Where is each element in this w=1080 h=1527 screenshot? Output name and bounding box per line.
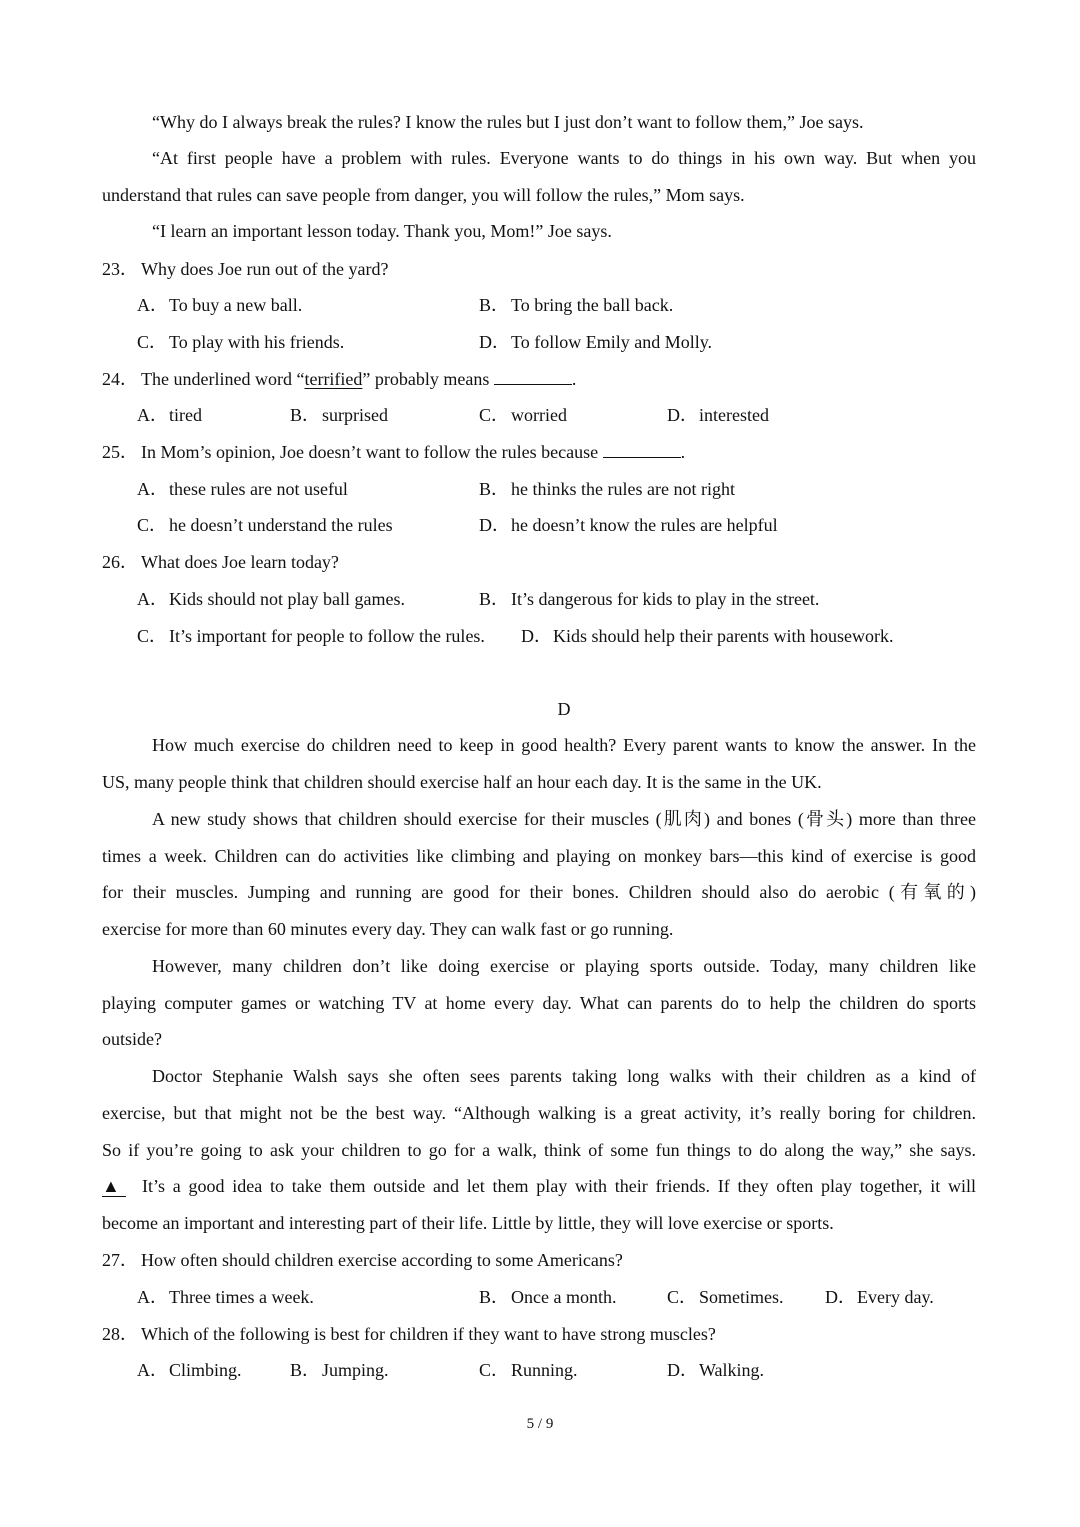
options-row [0, 512, 1080, 538]
question-number: 26． [102, 552, 138, 572]
paragraph-text: US, many people think that children should exercise half an hour each day. It is the same in the UK. [102, 772, 822, 792]
paragraph-text: A new study shows that children should exercise for their muscles (肌肉) and bones (骨头) more than three [152, 809, 976, 829]
option-text: Every day. [857, 1287, 934, 1307]
option-letter: C． [137, 515, 168, 535]
option-text: It’s dangerous for kids to play in the street. [511, 589, 820, 609]
option-text: worried [511, 405, 567, 425]
option-letter: A． [137, 589, 168, 609]
options-row [0, 329, 1080, 355]
passage-line [0, 1026, 1080, 1052]
option-letter: D． [479, 515, 510, 535]
option-letter: D． [479, 332, 510, 352]
paragraph-text: Doctor Stephanie Walsh says she often sees parents taking long walks with their children as a kind of [152, 1066, 976, 1086]
page-number: 5 / 9 [526, 1416, 554, 1432]
paragraph-text: “I learn an important lesson today. Thank you, Mom!” Joe says. [152, 221, 612, 241]
question-stem: How often should children exercise according to some Americans? [141, 1250, 623, 1270]
question-stem [141, 366, 576, 392]
paragraph-text: “At first people have a problem with rules. Everyone wants to do things in his own way. But when you [152, 148, 976, 168]
question-number: 28． [102, 1324, 138, 1344]
paragraph-text: “Why do I always break the rules? I know the rules but I just don’t want to follow them,” Joe says. [152, 112, 864, 132]
option-letter: A． [137, 479, 168, 499]
option-letter: C． [137, 332, 168, 352]
passage-line [0, 1100, 1080, 1126]
options-row [0, 586, 1080, 612]
option-letter: C． [479, 1360, 510, 1380]
passage-line [0, 1173, 1080, 1199]
stem-text: . [571, 369, 577, 389]
paragraph-text: times a week. Children can do activities like climbing and playing on monkey bars—this kind of exercise is good [102, 846, 976, 866]
question-number: 27． [102, 1250, 138, 1270]
option-text: Running. [511, 1360, 578, 1380]
stem-text: ” probably means [362, 369, 490, 389]
option-letter: B． [479, 589, 510, 609]
option-letter: C． [137, 626, 168, 646]
option-text: tired [169, 405, 202, 425]
triangle-icon: ▲ [102, 1176, 126, 1197]
option-letter: B． [479, 1287, 510, 1307]
options-row [0, 402, 1080, 428]
option-letter: C． [479, 405, 510, 425]
passage-line [0, 182, 1080, 208]
footer [0, 1411, 1080, 1437]
underlined-word: terrified [304, 369, 363, 389]
question-25 [0, 439, 1080, 465]
passage-line [0, 1063, 1080, 1089]
option-text: he doesn’t understand the rules [169, 515, 393, 535]
passage-line [0, 732, 1080, 758]
question-number: 24． [102, 369, 138, 389]
passage-line [0, 916, 1080, 942]
paragraph-text: exercise, but that might not be the best way. “Although walking is a great activity, it’s really boring for children. [102, 1103, 976, 1123]
passage-line [0, 218, 1080, 244]
passage-line [0, 769, 1080, 795]
question-stem: Why does Joe run out of the yard? [141, 259, 389, 279]
paragraph-text: playing computer games or watching TV at home every day. What can parents do to help the children do sports [102, 993, 976, 1013]
option-letter: A． [137, 295, 168, 315]
question-stem: Which of the following is best for children if they want to have strong muscles? [141, 1324, 716, 1344]
passage-line [0, 109, 1080, 135]
option-text: It’s important for people to follow the rules. [169, 626, 485, 646]
option-letter: A． [137, 1287, 168, 1307]
triangle-blank[interactable] [102, 1173, 126, 1199]
option-letter: D． [825, 1287, 856, 1307]
option-text: To play with his friends. [169, 332, 345, 352]
stem-text: In Mom’s opinion, Joe doesn’t want to follow the rules because [141, 442, 599, 462]
paragraph-text: How much exercise do children need to keep in good health? Every parent wants to know the answer. In the [152, 735, 976, 755]
paragraph-text: So if you’re going to ask your children to go for a walk, think of some fun things to do along the way,” she says. [102, 1140, 976, 1160]
passage-line [0, 145, 1080, 171]
question-number: 23． [102, 259, 138, 279]
paragraph-text: However, many children don’t like doing exercise or playing sports outside. Today, many children like [152, 956, 976, 976]
option-letter: B． [479, 479, 510, 499]
passage-line [0, 990, 1080, 1016]
paragraph-text: understand that rules can save people from danger, you will follow the rules,” Mom says. [102, 185, 745, 205]
options-row [0, 1357, 1080, 1383]
option-letter: A． [137, 1360, 168, 1380]
option-text: Walking. [699, 1360, 765, 1380]
option-letter: D． [667, 1360, 698, 1380]
option-text: To bring the ball back. [511, 295, 674, 315]
option-text: Sometimes. [699, 1287, 784, 1307]
stem-text: . [680, 442, 686, 462]
option-letter: B． [290, 405, 321, 425]
passage-line [0, 1210, 1080, 1236]
passage-line [0, 879, 1080, 905]
question-28 [0, 1321, 1080, 1347]
paragraph-text: for their muscles. Jumping and running are good for their bones. Children should also do aerobic (有氧的) [102, 882, 976, 902]
option-letter: C． [667, 1287, 698, 1307]
paragraph-text: It’s a good idea to take them outside and let them play with their friends. If they often play together, it will [142, 1176, 976, 1196]
option-letter: B． [479, 295, 510, 315]
option-text: he doesn’t know the rules are helpful [511, 515, 778, 535]
option-letter: A． [137, 405, 168, 425]
option-text: To follow Emily and Molly. [511, 332, 713, 352]
question-stem: What does Joe learn today? [141, 552, 339, 572]
answer-blank[interactable] [494, 366, 572, 385]
question-number: 25． [102, 442, 138, 462]
option-text: Three times a week. [169, 1287, 314, 1307]
answer-blank[interactable] [603, 439, 681, 458]
option-text: Climbing. [169, 1360, 242, 1380]
option-text: these rules are not useful [169, 479, 348, 499]
option-text: To buy a new ball. [169, 295, 303, 315]
paragraph-text: become an important and interesting part of their life. Little by little, they will love exercise or sports. [102, 1213, 834, 1233]
option-letter: D． [521, 626, 552, 646]
paragraph-text: exercise for more than 60 minutes every day. They can walk fast or go running. [102, 919, 674, 939]
option-letter: B． [290, 1360, 321, 1380]
passage-line [0, 843, 1080, 869]
stem-text: The underlined word “ [141, 369, 305, 389]
passage-line [0, 806, 1080, 832]
question-stem [141, 439, 685, 465]
passage-line [0, 1137, 1080, 1163]
question-27 [0, 1247, 1080, 1273]
options-row [0, 1284, 1080, 1310]
section-heading: D [557, 699, 571, 719]
section-heading-row [0, 696, 1080, 722]
paragraph-text: outside? [102, 1029, 162, 1049]
option-text: surprised [322, 405, 388, 425]
options-row [0, 292, 1080, 318]
option-text: interested [699, 405, 769, 425]
options-row [0, 476, 1080, 502]
option-text: Once a month. [511, 1287, 617, 1307]
options-row [0, 623, 1080, 649]
question-26 [0, 549, 1080, 575]
option-text: Jumping. [322, 1360, 389, 1380]
question-24 [0, 366, 1080, 392]
question-23 [0, 256, 1080, 282]
option-text: Kids should not play ball games. [169, 589, 405, 609]
option-text: Kids should help their parents with housework. [553, 626, 894, 646]
option-letter: D． [667, 405, 698, 425]
passage-line [0, 953, 1080, 979]
option-text: he thinks the rules are not right [511, 479, 735, 499]
